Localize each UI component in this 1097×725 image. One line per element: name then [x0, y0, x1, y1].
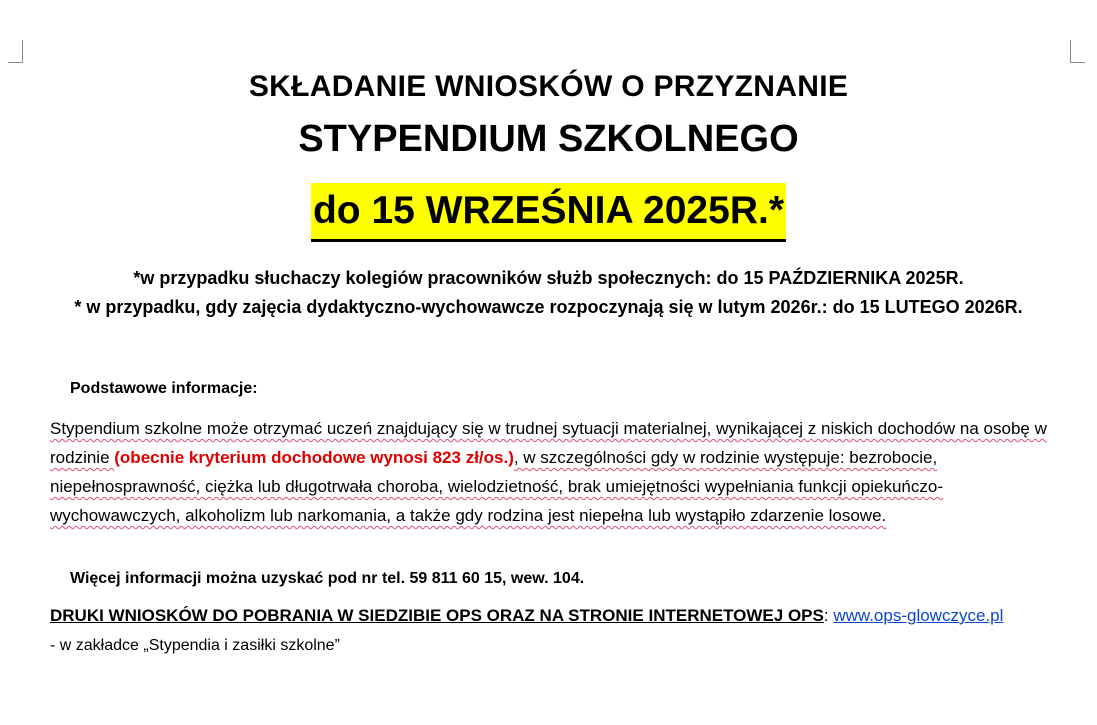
income-criterion: (obecnie kryterium dochodowe wynosi 823 zł/os.): [114, 448, 514, 467]
deadline-highlight: do 15 WRZEŚNIA 2025R.*: [311, 183, 786, 242]
druki-line: [50, 606, 1003, 626]
info-title: Podstawowe informacje:: [70, 380, 258, 397]
druki-text: DRUKI WNIOSKÓW DO POBRANIA W SIEDZIBIE OPS ORAZ NA STRONIE INTERNETOWEJ OPS: [50, 606, 824, 625]
page-corner-mark-left: [8, 40, 23, 63]
page-corner-mark-right: [1070, 40, 1085, 63]
heading-line2: STYPENDIUM SZKOLNEGO: [298, 118, 799, 160]
info-paragraph: [50, 414, 1050, 530]
ops-website-link[interactable]: www.ops-glowczyce.pl: [833, 606, 1004, 625]
note-luty: * w przypadku, gdy zajęcia dydaktyczno-wychowawcze rozpoczynają się w lutym 2026r.: do 15 LUTEGO 2026R.: [74, 297, 1023, 317]
info-paragraph-part2: , w szczególności gdy w rodzinie występuje: bezrobocie, niepełnosprawność, ciężka lub długotrwała choroba, wielodzietność, brak umiejętności wypełniania funkcji opiekuńczo-wychowawczych, alkoholizm lub narkomania, a także gdy rodzina jest niepełna lub wystąpiło zdarzenie losowe.: [50, 448, 943, 525]
tab-note: - w zakładce „Stypendia i zasiłki szkolne”: [50, 637, 340, 654]
info-paragraph-part1: Stypendium szkolne może otrzymać uczeń znajdujący się w trudnej sytuacji materialnej, wynikającej z niskich dochodów na osobę w rodzinie: [50, 419, 1047, 467]
druki-separator: :: [823, 606, 834, 625]
note-kolegia: *w przypadku słuchaczy kolegiów pracowników służb społecznych: do 15 PAŹDZIERNIKA 2025R.: [133, 268, 964, 288]
deadline-wrapper: [0, 183, 1097, 242]
contact-info: Więcej informacji można uzyskać pod nr tel. 59 811 60 15, wew. 104.: [70, 570, 585, 587]
heading-line1: SKŁADANIE WNIOSKÓW O PRZYZNANIE: [248, 70, 849, 103]
